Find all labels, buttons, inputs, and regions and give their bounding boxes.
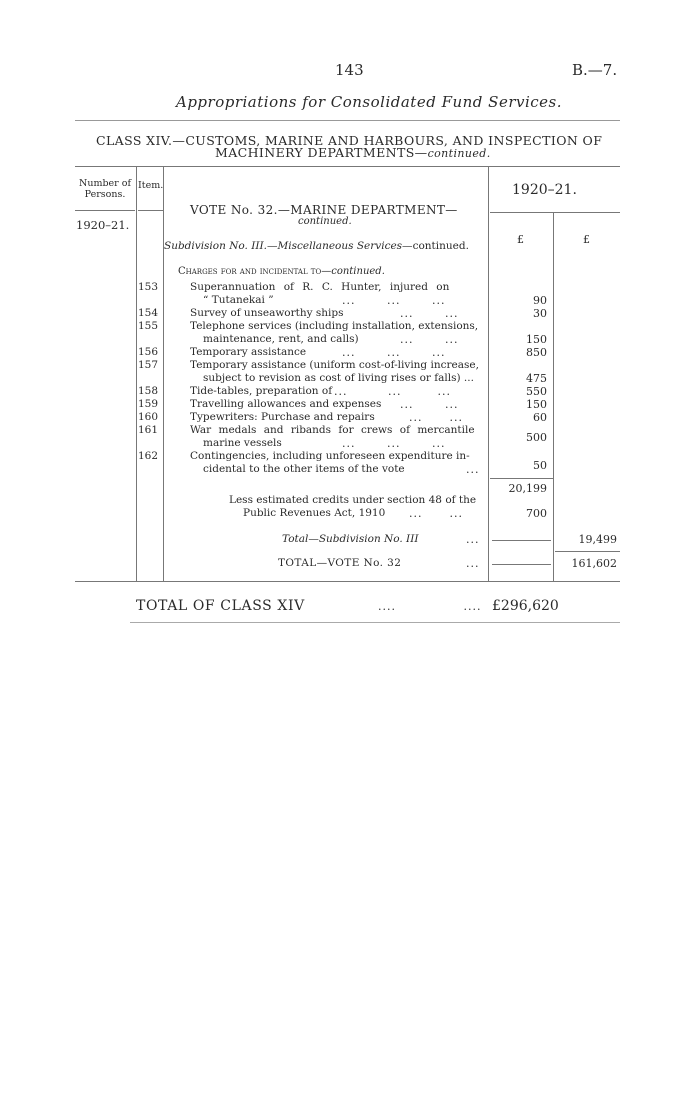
item-amount: 50 [533, 459, 547, 472]
item-number: 156 [138, 346, 159, 358]
subdivision-heading: Subdivision No. III.—Miscellaneous Services—continued. [164, 240, 469, 252]
footer-rule [130, 622, 620, 623]
leader-dots: ... ... ... [342, 346, 446, 359]
vote-title: VOTE No. 32.—MARINE DEPARTMENT— [190, 203, 458, 217]
leader-dots: ... ... [409, 507, 463, 520]
leader-dots: ... ... ... [334, 385, 451, 398]
item-description: Survey of unseaworthy ships [190, 307, 344, 319]
leader-dots: ... ... ... [342, 294, 446, 307]
number-of-persons-header: Number of Persons. [79, 178, 131, 200]
item-number: 160 [138, 411, 159, 423]
vote-rule [492, 564, 551, 565]
item-description-cont: marine vessels [203, 437, 282, 449]
leader-dots: ... ... ... [342, 437, 446, 450]
item-number: 162 [138, 450, 159, 462]
description-column-divider [488, 166, 489, 581]
item-number: 161 [138, 424, 159, 436]
item-description-cont: “ Tutanekai ” [203, 294, 274, 306]
total-of-class-label: TOTAL OF CLASS XIV [136, 598, 305, 614]
item-amount: 550 [526, 385, 547, 398]
table-bottom-rule [75, 581, 620, 582]
item-header-rule [138, 210, 163, 211]
item-column-divider [163, 166, 164, 581]
less-credits-amount: 700 [526, 507, 547, 520]
item-number: 158 [138, 385, 159, 397]
table-top-rule [75, 166, 620, 167]
year-header-rule [490, 212, 620, 213]
pound-sign-2: £ [583, 233, 590, 246]
vote-amount-rule [555, 551, 620, 552]
total-subdivision-label: Total—Subdivision No. III [282, 533, 419, 545]
item-description-cont: maintenance, rent, and calls) [203, 333, 359, 345]
document-code: B.—7. [572, 61, 618, 79]
class-title-line2: MACHINERY DEPARTMENTS—continued. [215, 145, 491, 160]
item-amount: 150 [526, 398, 547, 411]
leader-dots: ... [466, 463, 480, 476]
item-amount: 500 [526, 431, 547, 444]
item-number: 159 [138, 398, 159, 410]
subdivision-rule [492, 540, 551, 541]
item-amount: 90 [533, 294, 547, 307]
vote-continued: continued. [298, 216, 352, 227]
persons-header-rule [75, 210, 135, 211]
item-amount: 475 [526, 372, 547, 385]
item-number: 157 [138, 359, 159, 371]
total-vote-amount: 161,602 [571, 557, 617, 570]
pound-sign-1: £ [517, 233, 524, 246]
item-number: 153 [138, 281, 159, 293]
item-description: War medals and ribands for crews of mercantile [190, 424, 475, 436]
persons-year: 1920–21. [76, 218, 130, 232]
leader-dots: .... .... [378, 600, 482, 613]
item-amount: 850 [526, 346, 547, 359]
total-vote-label: TOTAL—VOTE No. 32 [278, 557, 402, 569]
year-header: 1920–21. [512, 182, 577, 198]
item-header: Item. [138, 180, 164, 191]
item-description: Superannuation of R. C. Hunter, injured on [190, 281, 450, 293]
leader-dots: ... ... [409, 411, 463, 424]
top-rule [75, 120, 620, 121]
item-description: Telephone services (including installation, extensions, [190, 320, 479, 332]
gross-total: 20,199 [508, 482, 547, 495]
total-of-class-amount: £296,620 [492, 598, 559, 614]
item-amount: 30 [533, 307, 547, 320]
charges-heading: Charges for and incidental to—continued. [178, 266, 385, 277]
leader-dots: ... [466, 533, 480, 546]
item-description: Typewriters: Purchase and repairs [190, 411, 375, 423]
page-subtitle: Appropriations for Consolidated Fund Services. [176, 93, 563, 111]
leader-dots: ... [466, 557, 480, 570]
item-number: 154 [138, 307, 159, 319]
item-description: Temporary assistance (uniform cost-of-living increase, [190, 359, 479, 371]
item-description: Tide-tables, preparation of [190, 385, 333, 397]
less-credits-line1: Less estimated credits under section 48 of the [229, 494, 477, 506]
persons-column-divider [136, 166, 137, 581]
item-description: Temporary assistance [190, 346, 307, 358]
item-description: Travelling allowances and expenses [190, 398, 382, 410]
leader-dots: ... ... [400, 333, 459, 346]
page-number: 143 [335, 61, 364, 79]
leader-dots: ... ... [400, 307, 459, 320]
item-number: 155 [138, 320, 159, 332]
item-description-cont: subject to revision as cost of living rises or falls) ... [203, 372, 474, 384]
item-amount: 150 [526, 333, 547, 346]
class-title-line1: CLASS XIV.—CUSTOMS, MARINE AND HARBOURS, AND INSPECTION OF [96, 133, 603, 148]
amount-column-divider [553, 212, 554, 581]
item-description: Contingencies, including unforeseen expenditure in- [190, 450, 470, 462]
gross-rule [490, 478, 553, 479]
leader-dots: ... ... [400, 398, 459, 411]
total-subdivision-amount: 19,499 [578, 533, 617, 546]
item-amount: 60 [533, 411, 547, 424]
item-description-cont: cidental to the other items of the vote [203, 463, 405, 475]
less-credits-line2: Public Revenues Act, 1910 [243, 507, 386, 519]
